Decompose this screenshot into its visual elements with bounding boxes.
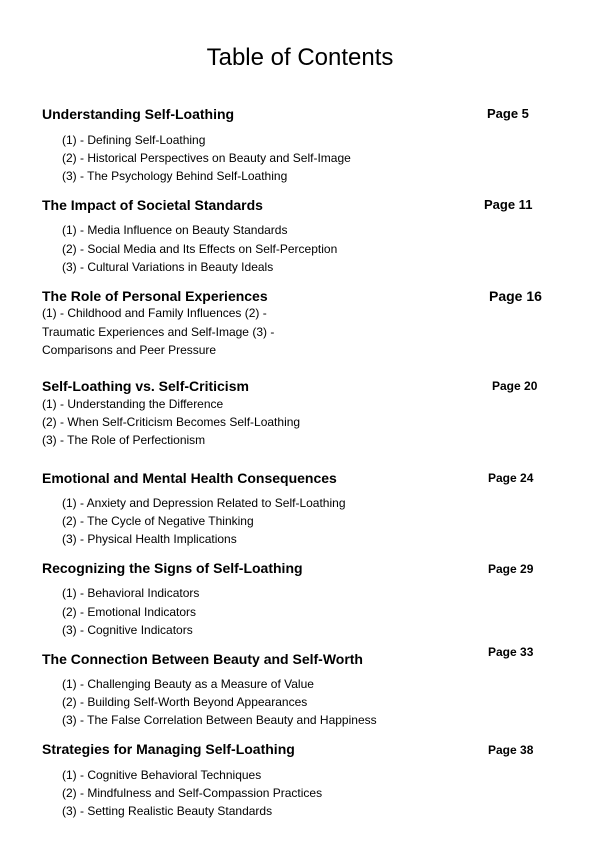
toc-subitem: Traumatic Experiences and Self-Image (3) -: [42, 325, 275, 339]
toc-heading-strategies-for-managing[interactable]: Strategies for Managing Self-Loathing: [42, 741, 295, 757]
toc-page-number[interactable]: Page 33: [488, 645, 534, 659]
toc-page-number[interactable]: Page 5: [487, 106, 529, 121]
toc-subitem: (3) - Setting Realistic Beauty Standards: [62, 804, 273, 818]
toc-subitem: Comparisons and Peer Pressure: [42, 343, 217, 357]
toc-subitem: (1) - Challenging Beauty as a Measure of Value: [62, 677, 314, 691]
toc-subitem: (2) - When Self-Criticism Becomes Self-Loathing: [42, 415, 301, 429]
toc-subitem: (1) - Defining Self-Loathing: [62, 133, 206, 147]
toc-subitem: (2) - The Cycle of Negative Thinking: [62, 514, 254, 528]
toc-subitem: (3) - Cognitive Indicators: [62, 623, 193, 637]
toc-subitem: (3) - The False Correlation Between Beauty and Happiness: [62, 713, 377, 727]
toc-heading-self-loathing-vs-self-criticism[interactable]: Self-Loathing vs. Self-Criticism: [42, 378, 249, 394]
toc-heading-understanding-self-loathing[interactable]: Understanding Self-Loathing: [42, 106, 235, 122]
toc-subitem: (3) - The Role of Perfectionism: [42, 433, 206, 447]
toc-subitem: (1) - Cognitive Behavioral Techniques: [62, 768, 262, 782]
toc-page-number[interactable]: Page 38: [488, 743, 534, 757]
toc-subitem: (2) - Emotional Indicators: [62, 605, 197, 619]
toc-subitem: (1) - Behavioral Indicators: [62, 586, 200, 600]
toc-heading-emotional-and-mental-health[interactable]: Emotional and Mental Health Consequences: [42, 470, 337, 486]
toc-subitem: (1) - Anxiety and Depression Related to Self-Loathing: [62, 496, 346, 510]
toc-subitem: (2) - Building Self-Worth Beyond Appearances: [62, 695, 308, 709]
toc-subitem: (3) - Cultural Variations in Beauty Ideals: [62, 260, 274, 274]
toc-page-number[interactable]: Page 24: [488, 471, 534, 485]
toc-heading-beauty-and-self-worth[interactable]: The Connection Between Beauty and Self-Worth: [42, 651, 363, 667]
toc-page-number[interactable]: Page 20: [492, 379, 538, 393]
toc-page-number[interactable]: Page 29: [488, 562, 534, 576]
toc-page-number[interactable]: Page 11: [484, 197, 533, 212]
toc-subitem: (3) - The Psychology Behind Self-Loathing: [62, 169, 288, 183]
toc-subitem: (1) - Media Influence on Beauty Standards: [62, 223, 288, 237]
toc-heading-recognizing-the-signs[interactable]: Recognizing the Signs of Self-Loathing: [42, 560, 303, 576]
toc-subitem: (1) - Childhood and Family Influences (2) -: [42, 306, 267, 320]
toc-heading-impact-of-societal-standards[interactable]: The Impact of Societal Standards: [42, 197, 263, 213]
toc-heading-role-of-personal-experiences[interactable]: The Role of Personal Experiences: [42, 288, 268, 304]
toc-subitem: (1) - Understanding the Difference: [42, 397, 224, 411]
toc-page-number[interactable]: Page 16: [489, 288, 542, 304]
page-title: Table of Contents: [206, 44, 394, 71]
toc-subitem: (2) - Mindfulness and Self-Compassion Practices: [62, 786, 323, 800]
toc-subitem: (2) - Historical Perspectives on Beauty and Self-Image: [62, 151, 351, 165]
toc-subitem: (3) - Physical Health Implications: [62, 532, 237, 546]
toc-subitem: (2) - Social Media and Its Effects on Self-Perception: [62, 242, 338, 256]
